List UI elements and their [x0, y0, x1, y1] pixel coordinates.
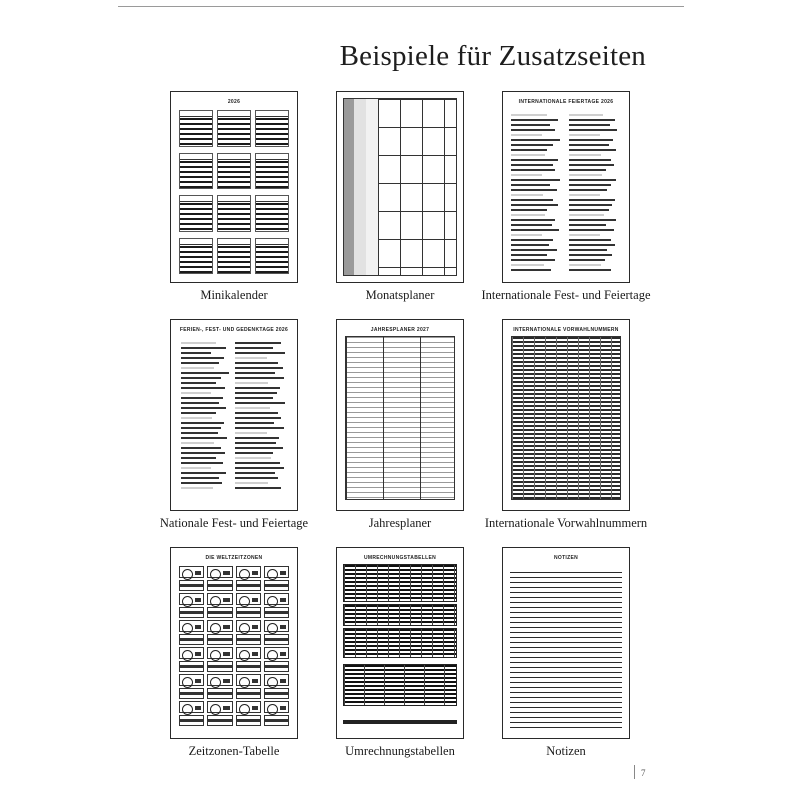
- monatsplaner-frame: [343, 98, 457, 276]
- top-rule: [118, 6, 684, 7]
- internationale-feiertage-header: INTERNATIONALE FEIERTAGE 2026: [518, 99, 614, 105]
- jahresplaner-page: [336, 319, 464, 511]
- minikalender-page: [170, 91, 298, 283]
- caption-notizen: Notizen: [546, 744, 586, 758]
- vorwahlnummern-header: INTERNATIONALE VORWAHLNUMMERN: [513, 327, 619, 333]
- minikalender-months: [179, 110, 289, 274]
- vorwahlnummern-table: [511, 336, 621, 500]
- umrechnung-table-4: [343, 664, 457, 706]
- umrechnungstabellen-page: [336, 547, 464, 739]
- zeitzonen-page: [170, 547, 298, 739]
- zeitzonen-clocks: [179, 566, 289, 726]
- jahresplaner-table: [345, 336, 455, 500]
- zeitzonen-header: DIE WELTZEITZONEN: [205, 555, 263, 561]
- nationale-feiertage-page: [170, 319, 298, 511]
- caption-minikalender: Minikalender: [200, 288, 268, 302]
- umrechnung-table-2: [343, 604, 457, 626]
- caption-monatsplaner: Monatsplaner: [365, 288, 435, 302]
- minikalender-header: 2026: [227, 99, 241, 105]
- nationale-feiertage-header: FERIEN-, FEST- UND GEDENKTAGE 2026: [179, 327, 289, 333]
- page-number-divider: [634, 765, 635, 779]
- caption-umrechnungstabellen: Umrechnungstabellen: [345, 744, 455, 758]
- page-number: 7: [641, 768, 646, 778]
- umrechnung-scale: [343, 720, 457, 724]
- page-title: Beispiele für Zusatzseiten: [339, 40, 646, 72]
- umrechnungstabellen-header: UMRECHNUNGSTABELLEN: [364, 555, 436, 561]
- umrechnung-table-3: [343, 628, 457, 658]
- vorwahlnummern-page: [502, 319, 630, 511]
- caption-nationale-feiertage: Nationale Fest- und Feiertage: [159, 516, 309, 530]
- umrechnung-table-1: [343, 564, 457, 602]
- caption-internationale-feiertage: Internationale Fest- und Feiertage: [481, 288, 651, 302]
- caption-jahresplaner: Jahresplaner: [368, 516, 432, 530]
- monatsplaner-page: [336, 91, 464, 283]
- internationale-feiertage-page: [502, 91, 630, 283]
- notizen-header: NOTIZEN: [553, 555, 579, 561]
- jahresplaner-header: JAHRESPLANER 2027: [370, 327, 430, 333]
- caption-zeitzonen: Zeitzonen-Tabelle: [188, 744, 280, 758]
- notizen-page: [502, 547, 630, 739]
- caption-vorwahlnummern: Internationale Vorwahlnummern: [484, 516, 648, 530]
- notizen-lines: [510, 568, 622, 730]
